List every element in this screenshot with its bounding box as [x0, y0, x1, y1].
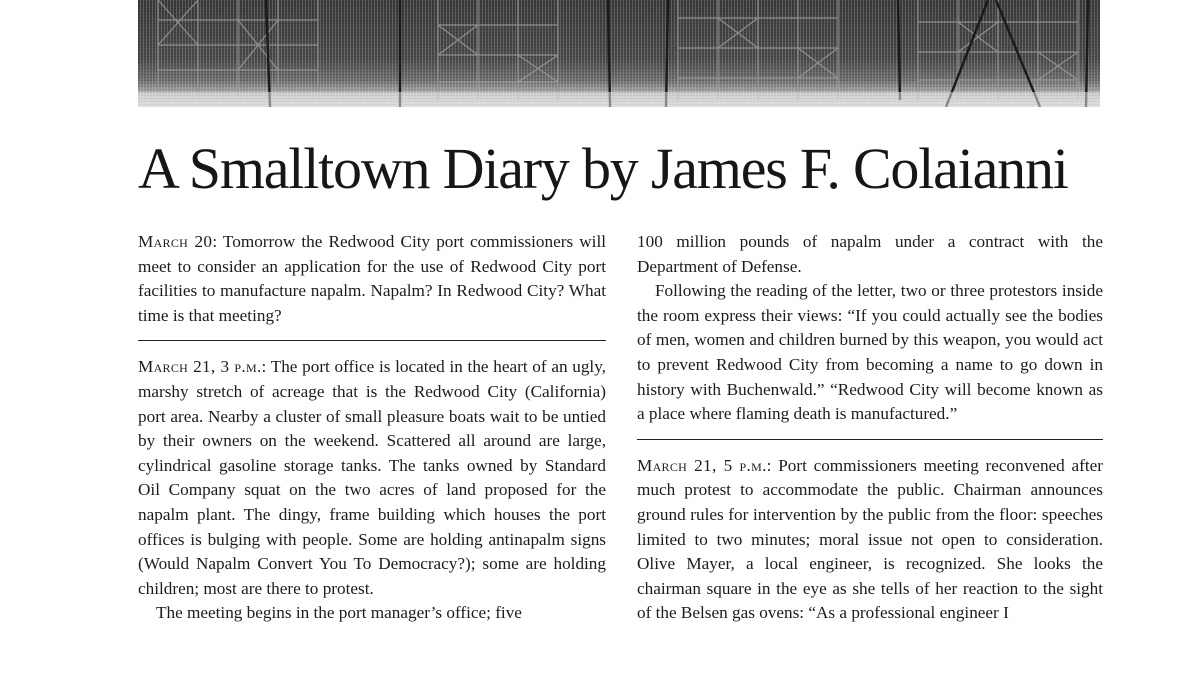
left-column: [138, 230, 606, 626]
entry-text: : The port office is located in the heart of an ugly, marshy stretch of acreage that is the Redwood City (California) port area. Nearby a cluster of small pleasure boats wait to be untied by their owners on the weekend. Scattered all around are large, cylindrical gasoline storage tanks. The tanks owned by Standard Oil Company squat on the two acres of land proposed for the napalm plant. The dingy, frame building which houses the port offices is bulging with people. Some are holding antinapalm signs (Would Napalm Convert You To Democracy?); some are holding children; most are there to protest.: [138, 357, 606, 598]
entry-date: March 21, 5 p.m.: [637, 455, 767, 475]
diary-entry-march-20: [138, 230, 606, 328]
diary-entry-march-21-5pm: [637, 454, 1103, 626]
header-photograph: [138, 0, 1100, 107]
diary-entry-continued: [637, 230, 1103, 427]
entry-paragraph: [138, 355, 606, 601]
entry-paragraph: [138, 230, 606, 328]
entry-date: March 21, 3 p.m.: [138, 357, 262, 377]
section-divider: [138, 340, 606, 341]
entry-paragraph: [637, 454, 1103, 626]
entry-text: : Port commissioners meeting reconvened after much protest to accommodate the public. Chairman announces ground rules for intervention by the public from the floor: speeches limited to two minutes; moral issue not open to consideration. Olive Mayer, a local engineer, is recognized. She looks the chairman square in the eye as she tells of her reaction to the sight of the Belsen gas ovens: “As a professional engineer I: [637, 455, 1103, 623]
article-title: A Smalltown Diary by James F. Colaianni: [138, 136, 1068, 201]
entry-text: : Tomorrow the Redwood City port commissioners will meet to consider an application for the use of Redwood City port facilities to manufacture napalm. Napalm? In Redwood City? What time is that meeting?: [138, 232, 606, 325]
section-divider: [637, 439, 1103, 440]
entry-date: March 20: [138, 232, 213, 251]
scaffolding-photo-icon: [138, 0, 1100, 107]
entry-paragraph: Following the reading of the letter, two or three protestors inside the room express their views: “If you could actually see the bodies of men, women and children burned by this weapon, you would act to prevent Redwood City from becoming a name to go down in history with Buchenwald.” “Redwood City will become known as a place where flaming death is manufactured.”: [637, 281, 1103, 424]
entry-paragraph: 100 million pounds of napalm under a contract with the Department of Defense.: [637, 232, 1103, 276]
diary-entry-march-21-3pm: [138, 355, 606, 626]
right-column: [637, 230, 1103, 626]
entry-paragraph: The meeting begins in the port manager’s office; five: [156, 603, 522, 623]
